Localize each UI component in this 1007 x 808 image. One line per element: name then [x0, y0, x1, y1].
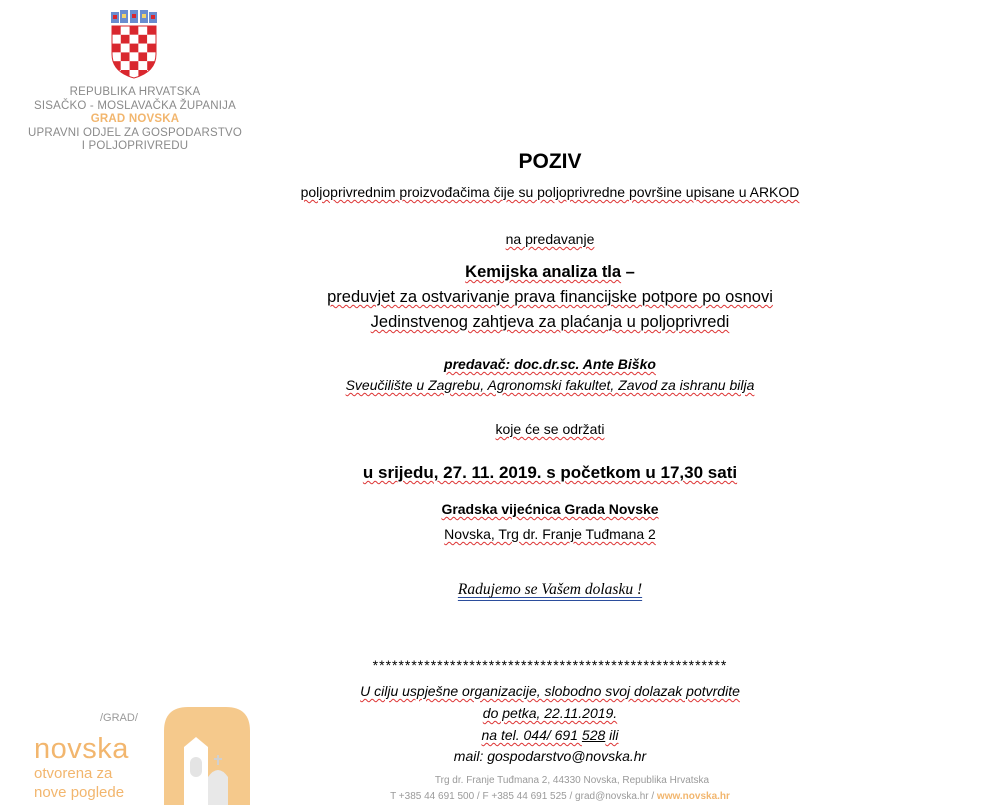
rsvp-deadline [0, 705, 1007, 721]
rsvp-confirm [0, 683, 1007, 699]
logo-slogan-line-2: nove poglede [34, 784, 125, 801]
invite-text-span: na predavanje [505, 231, 595, 247]
topic-title-text: Kemijska analiza tla [465, 263, 622, 281]
topic-line-3-text: Jedinstvenog zahtjeva za plaćanja u poljoprivredi [370, 313, 730, 331]
topic-line-3 [0, 313, 1007, 332]
topic-dash: – [621, 263, 635, 281]
held-text [0, 421, 1007, 437]
venue-address [0, 526, 1007, 542]
topic-line-2 [0, 288, 1007, 307]
topic-title [0, 263, 1007, 282]
invite-text [0, 231, 1007, 247]
rsvp-deadline-text: do petka, 22.11.2019. [482, 705, 618, 721]
letterhead-county: SISAČKO - MOSLAVAČKA ŽUPANIJA [34, 99, 236, 112]
rsvp-phone-prefix: na tel. 044/ 691 [481, 727, 582, 743]
letterhead-country: REPUBLIKA HRVATSKA [69, 86, 201, 98]
rsvp-phone-suffix: ili [605, 727, 619, 743]
letterhead-city: GRAD NOVSKA [90, 113, 180, 125]
invitation-subtitle [0, 184, 1007, 200]
institution [0, 377, 1007, 393]
welcome-message-text: Radujemo se Vašem dolasku ! [457, 581, 643, 598]
venue-address-text: Novska, Trg dr. Franje Tuđmana 2 [444, 526, 656, 542]
footer-contact [330, 791, 790, 802]
event-datetime-text: u srijedu, 27. 11. 2019. s početkom u 17,30 sati [362, 463, 738, 482]
logo-slogan-line-1: otvorena za [34, 765, 113, 782]
rsvp-mail: mail: gospodarstvo@novska.hr [453, 748, 647, 764]
church-house-logo-icon [164, 703, 250, 805]
topic-line-2-text: preduvjet za ostvarivanje prava financijske potpore po osnovi [327, 288, 773, 306]
novska-logo-text: novska [34, 733, 129, 765]
lecturer [0, 356, 1007, 372]
rsvp-phone [0, 727, 1007, 743]
letterhead-department: UPRAVNI ODJEL ZA GOSPODARSTVO [27, 126, 243, 139]
held-text-span: koje će se održati [495, 421, 605, 437]
letterhead [0, 86, 270, 154]
invitation-title: POZIV [518, 150, 582, 173]
footer-website-link[interactable]: www.novska.hr [656, 791, 730, 802]
logo-grad-tag: /GRAD/ [100, 712, 138, 724]
venue [0, 501, 1007, 517]
institution-text: Sveučilište u Zagrebu, Agronomski fakultet, Zavod za ishranu bilja [345, 377, 755, 393]
lecturer-text: predavač: doc.dr.sc. Ante Biško [444, 356, 656, 372]
croatian-coat-of-arms-icon [108, 10, 160, 80]
star-divider: ******************************************************* [372, 657, 728, 673]
venue-text: Gradska vijećnica Grada Novske [441, 501, 659, 517]
letterhead-department-2: I POLJOPRIVREDU [81, 140, 189, 152]
rsvp-confirm-text: U cilju uspješne organizacije, slobodno svoj dolazak potvrdite [360, 683, 740, 699]
subtitle-text: poljoprivrednim proizvođačima čije su poljoprivredne površine upisane u ARKOD [300, 184, 800, 200]
rsvp-phone-ext: 528 [581, 727, 606, 743]
footer-address: Trg dr. Franje Tuđmana 2, 44330 Novska, Republika Hrvatska [434, 775, 710, 786]
welcome-message [0, 581, 1007, 599]
event-datetime [0, 463, 1007, 483]
footer-contact-text: T +385 44 691 500 / F +385 44 691 525 / grad@novska.hr / [390, 791, 657, 802]
